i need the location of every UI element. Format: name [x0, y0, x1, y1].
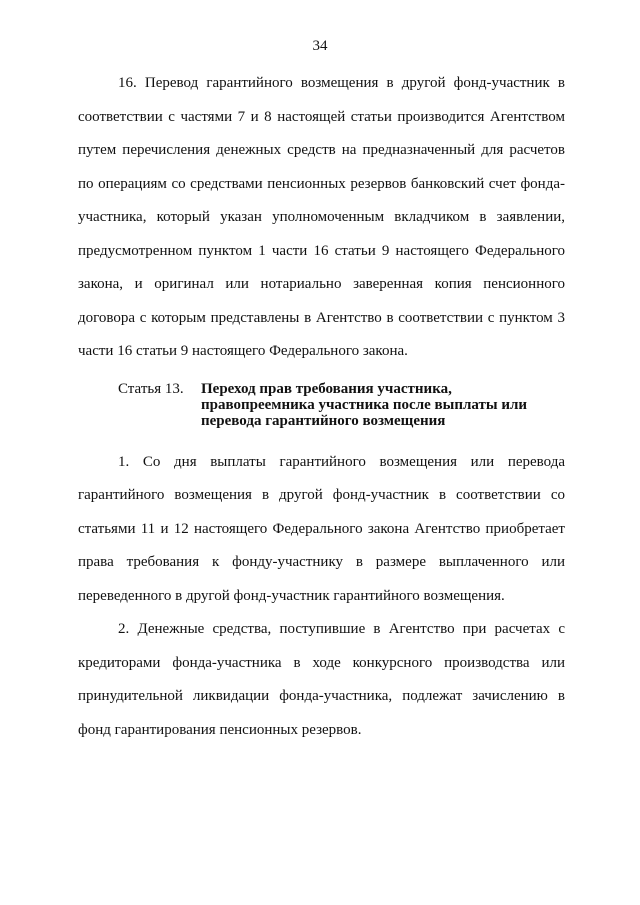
paragraph-line: статьями 11 и 12 настоящего Федерального закона Агентство приобретает: [78, 520, 565, 537]
paragraph-line: переведенного в другой фонд-участник гарантийного возмещения.: [78, 587, 505, 604]
paragraph-line: гарантийного возмещения в другой фонд-участник в соответствии со: [78, 487, 565, 503]
paragraph-line: путем перечисления денежных средств на предназначенный для расчетов: [78, 142, 565, 158]
paragraph-line: фонд гарантирования пенсионных резервов.: [78, 721, 362, 738]
paragraph-line: принудительной ликвидации фонда-участника, подлежат зачислению в: [78, 688, 565, 704]
article-title: [201, 381, 561, 429]
page-number: 34: [312, 38, 328, 54]
paragraph-line: предусмотренном пунктом 1 части 16 статьи 9 настоящего Федерального: [78, 242, 565, 259]
paragraph-line: права требования к фонду-участнику в размере выплаченного или: [78, 554, 565, 570]
paragraph-line: участника, который указан уполномоченным вкладчиком в заявлении,: [78, 209, 565, 225]
paragraph-line: 16. Перевод гарантийного возмещения в другой фонд-участник в: [118, 75, 565, 91]
article-title-line: Переход прав требования участника,: [201, 380, 452, 397]
paragraph-line: закона, и оригинал или нотариально заверенная копия пенсионного: [78, 276, 565, 292]
paragraph-line: соответствии с частями 7 и 8 настоящей статьи производится Агентством: [78, 108, 565, 125]
paragraph-1: [78, 452, 565, 620]
article-13-heading: [78, 381, 565, 439]
paragraph-line: 2. Денежные средства, поступившие в Агентство при расчетах с: [118, 621, 565, 637]
article-label: Статья 13.: [118, 380, 184, 397]
article-title-line: перевода гарантийного возмещения: [201, 412, 446, 429]
paragraph-line: договора с которым представлены в Агентство в соответствии с пунктом 3: [78, 309, 565, 326]
document-body: [78, 73, 565, 753]
paragraph-2: [78, 619, 565, 753]
paragraph-line: по операциям со средствами пенсионных резервов банковский счет фонда-: [78, 175, 565, 192]
paragraph-16: [78, 73, 565, 375]
paragraph-line: 1. Со дня выплаты гарантийного возмещения или перевода: [118, 453, 565, 470]
paragraph-line: кредиторами фонда-участника в ходе конкурсного производства или: [78, 654, 565, 671]
paragraph-line: части 16 статьи 9 настоящего Федерального закона.: [78, 343, 408, 359]
article-title-line: правопреемника участника после выплаты или: [201, 396, 528, 413]
